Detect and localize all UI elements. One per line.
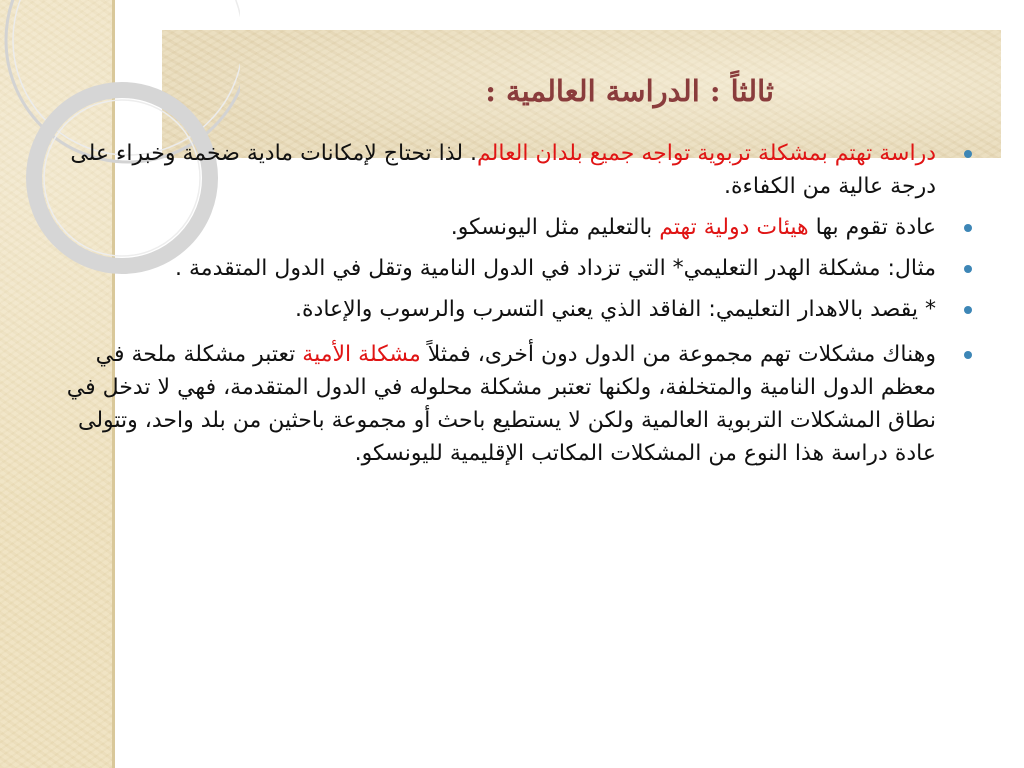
list-item [46,137,936,203]
bullet-dot-icon [964,224,972,232]
highlight-text: هيئات دولية تهتم [659,215,809,240]
list-item [46,252,936,285]
list-item [46,293,936,326]
item-text: تعتبر مشكلة ملحة في معظم الدول النامية والمتخلفة، ولكنها تعتبر مشكلة محلوله في الدول المتقدمة، فهي لا تدخل في نطاق المشكلات التربوية العالمية ولكن لا يستطيع باحث أو مجموعة باحثين من بلد واحد، وتتولى عادة دراسة هذا النوع من المشكلات المكاتب الإقليمية لليونسكو. [66,342,936,466]
item-text: بالتعليم مثل اليونسكو. [450,215,660,240]
highlight-text: مشكلة الأمية [302,342,421,367]
bullet-dot-icon [964,265,972,273]
highlight-text: دراسة تهتم بمشكلة تربوية تواجه جميع بلدان العالم [477,141,936,166]
item-text: * يقصد بالاهدار التعليمي: الفاقد الذي يعني التسرب والرسوب والإعادة. [295,297,936,322]
bullet-dot-icon [964,150,972,158]
bullet-dot-icon [964,306,972,314]
item-text: مثال: مشكلة الهدر التعليمي* التي تزداد في الدول النامية وتقل في الدول المتقدمة . [175,256,936,281]
item-text: عادة تقوم بها [808,215,936,240]
bullet-list [46,137,936,478]
item-text: . لذا تحتاج لإمكانات مادية ضخمة وخبراء على درجة عالية من الكفاءة. [70,141,936,199]
item-text: وهناك مشكلات تهم مجموعة من الدول دون أخرى، فمثلاً [420,342,936,367]
list-item [46,211,936,244]
slide-title: ثالثاً : الدراسة العالمية : [485,74,774,108]
bullet-dot-icon [964,351,972,359]
list-item [46,338,936,470]
